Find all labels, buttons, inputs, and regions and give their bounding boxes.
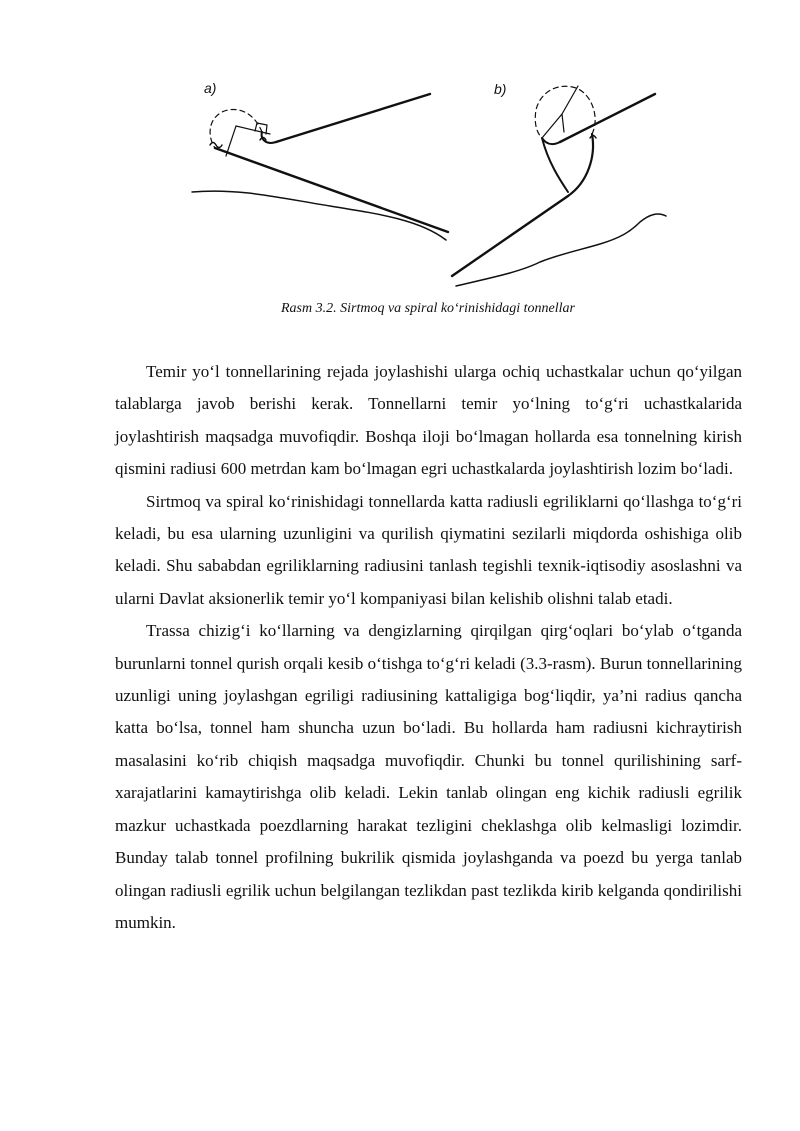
paragraph-1: Temir yo‘l tonnellarining rejada joylashishi ularga ochiq uchastkalar uchun qo‘yilgan talablarga javob berishi kerak. Tonnellarni temir yo‘lning to‘g‘ri uchastkalarida joylashtirish maqsadga muvofiqdir. Boshqa iloji bo‘lmagan hollarda esa tonnelning kirish qismini radiusi 600 metrdan kam bo‘lmagan egri uchastkalarda joylashtirish lozim bo‘ladi. [115, 362, 742, 479]
diagram-a-portal-left [210, 143, 222, 148]
diagram-b-ground-line [456, 214, 666, 286]
body-text [115, 356, 742, 939]
paragraph-2: Sirtmoq va spiral ko‘rinishidagi tonnellarda katta radiusli egriliklarni qo‘llashga to‘g‘ri keladi, bu esa ularning uzunligini va qurilish qiymatini sezilarli miqdorda oshishiga olib keladi. Shu sababdan egriliklarning radiusini tanlash tegishli texnik-iqtisodiy asoslashni va ularni Davlat aksionerlik temir yo‘l kompaniyasi bilan kelishib olishni talab etadi. [115, 491, 742, 608]
figure-caption: Rasm 3.2. Sirtmoq va spiral ko‘rinishidagi tonnellar [281, 301, 575, 316]
diagram-b-radius-line-2 [562, 114, 564, 132]
diagram-a-dashed-loop [210, 109, 262, 148]
diagram-b-label: b) [494, 81, 507, 97]
diagram-a-upper-track [276, 94, 430, 142]
tunnel-diagram [180, 72, 680, 294]
diagram-b-spiral-tunnel [452, 81, 666, 286]
diagram-a-ground-line [192, 191, 446, 240]
diagram-a-label: a) [204, 80, 217, 96]
diagram-b-outer-curve [568, 134, 593, 196]
diagram-b-upper-track [560, 94, 655, 142]
diagram-b-spiral-curve [542, 138, 568, 192]
tunnel-diagram-figure [180, 72, 680, 294]
diagram-b-radius-lines [542, 86, 578, 138]
diagram-a-loop-tunnel [192, 80, 448, 240]
diagram-b-lower-track [452, 196, 568, 276]
diagram-b-dashed-loop [535, 86, 595, 138]
paragraph-3: Trassa chizig‘i ko‘llarning va dengizlarning qirqilgan qirg‘oqlari bo‘ylab o‘tganda burunlarni tonnel qurish orqali kesib o‘tishga to‘g‘ri keladi (3.3-rasm). Burun tonnellarining uzunligi uning joylashgan egriligi radiusining kattaligiga bog‘liqdir, ya’ni radius qancha katta bo‘lsa, tonnel ham shuncha uzun bo‘ladi. Bu hollarda ham radiusni kichraytirish masalasini ko‘rib chiqish maqsadga muvofiqdir. Chunki bu tonnel qurilishining sarf-xarajatlarini kamaytirishga olib keladi. Lekin tanlab olingan eng kichik radiusli egrilik mazkur uchastkada poezdlarning harakat tezligini cheklashga olib kelmasligi lozimdir. Bunday talab tonnel profilning bukrilik qismida joylashganda va poezd bu yerga tanlab olingan radiusli egrilik uchun belgilangan tezlikdan past tezlikda kirib kelganda qondirilishi mumkin. [115, 621, 742, 932]
diagram-a-lower-track [215, 148, 448, 232]
